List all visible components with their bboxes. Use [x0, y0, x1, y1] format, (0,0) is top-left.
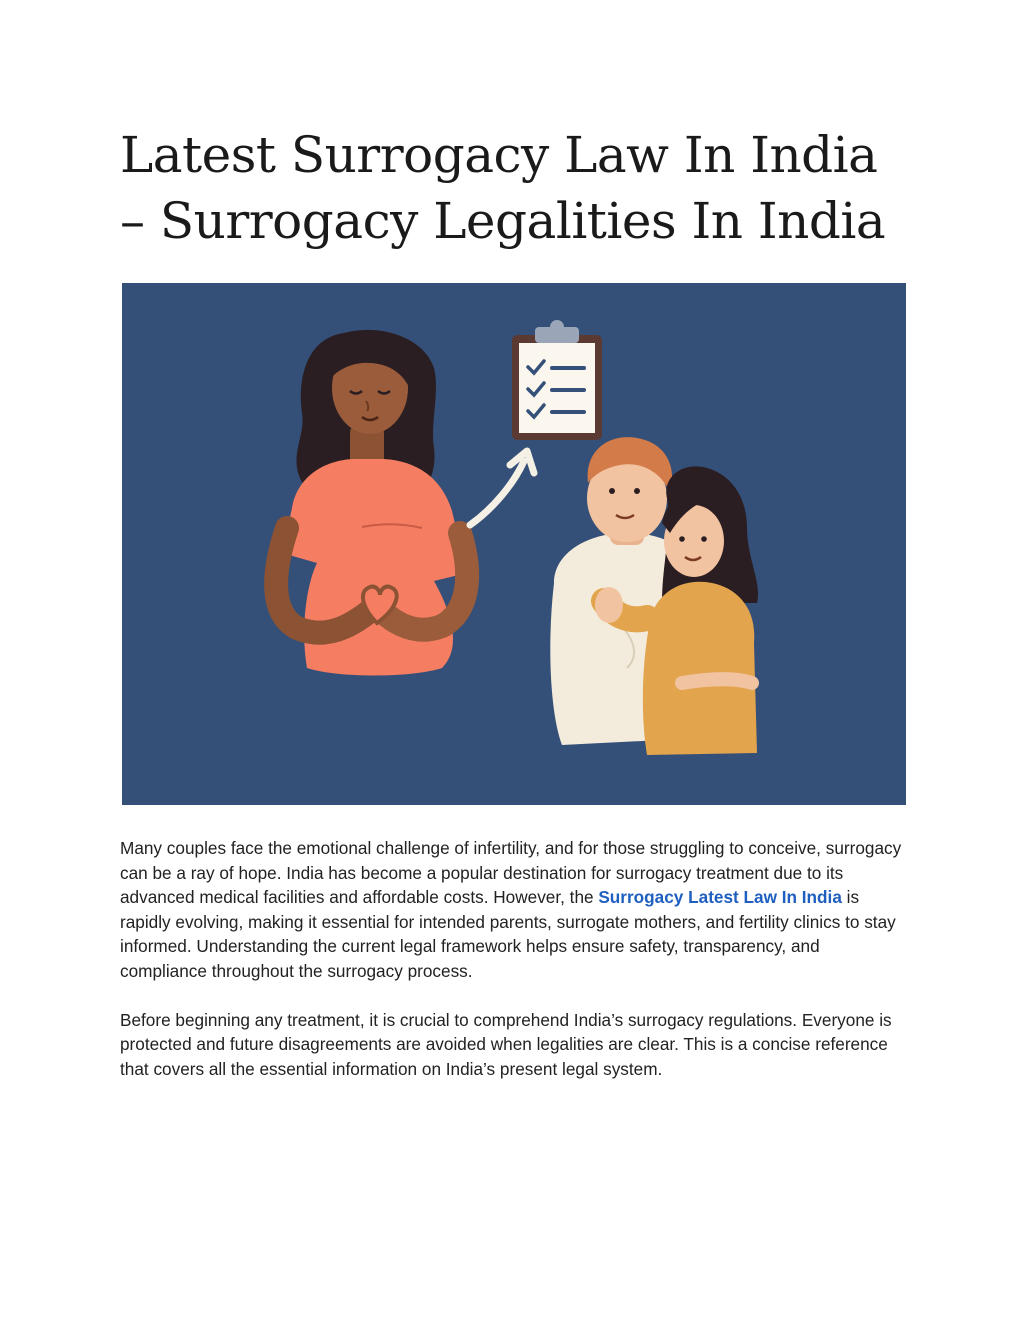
hero-illustration	[122, 283, 906, 805]
clipboard-checklist-icon	[512, 320, 602, 440]
second-paragraph: Before beginning any treatment, it is crucial to comprehend India’s surrogacy regulations. Everyone is protected and future disagreements are avoided when legalities are clear. This is a concise reference that covers all the essential information on India’s present legal system.	[120, 1009, 892, 1079]
illustration-svg	[122, 283, 906, 805]
page-title	[120, 122, 920, 254]
curved-arrow-icon	[470, 451, 534, 525]
pregnant-woman-figure	[276, 330, 467, 676]
intro-text-after-link: is rapidly evolving, making it essential for intended parents, surrogate mothers, and fertility clinics to stay informed. Understanding the current legal framework helps ensure safety, transparency, and compliance throughout the surrogacy process.	[120, 887, 896, 981]
page-title-line-1: Latest Surrogacy Law In India	[120, 126, 878, 184]
article-body	[120, 836, 910, 1106]
intro-text-before-link: Many couples face the emotional challenge of infertility, and for those struggling to conceive, surrogacy can be a ray of hope. India has become a popular destination for surrogacy treatment due to its advanced medical facilities and affordable costs. However, the	[120, 838, 902, 907]
page-title-line-2: – Surrogacy Legalities In India	[120, 192, 886, 250]
intro-paragraph	[120, 836, 910, 983]
surrogacy-law-link[interactable]: Surrogacy Latest Law In India	[598, 887, 842, 907]
